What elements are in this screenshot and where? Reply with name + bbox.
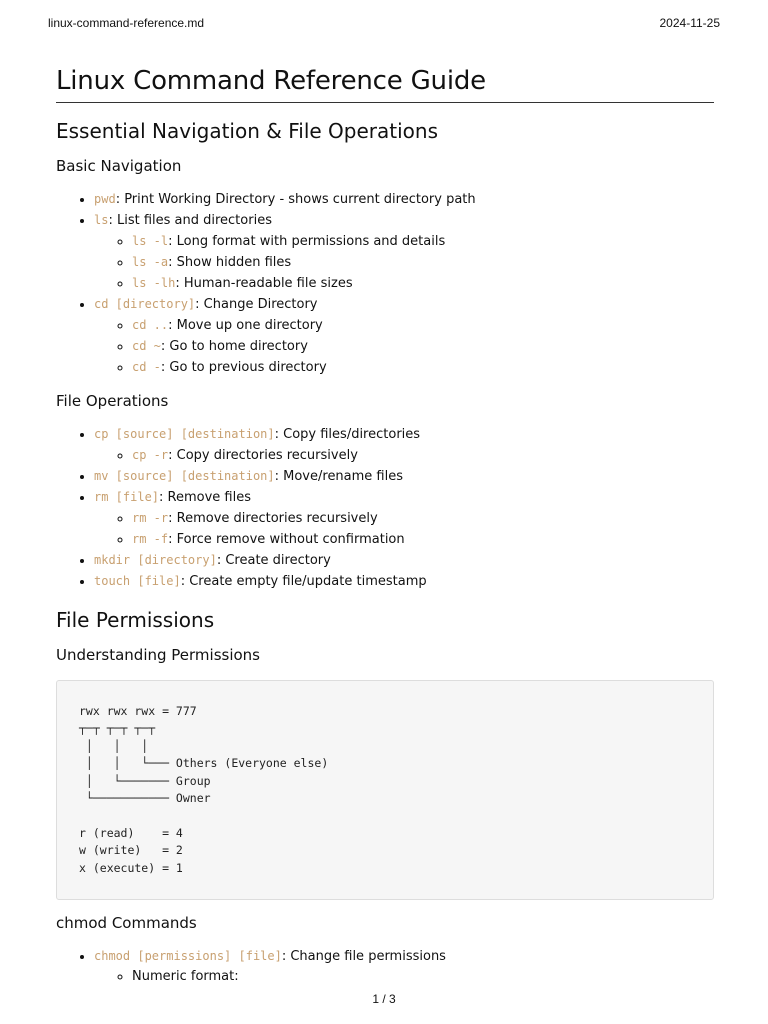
section-heading-navigation: Essential Navigation & File Operations <box>56 119 438 143</box>
inline-code: mkdir [directory] <box>94 553 217 567</box>
list-item-text: : Copy files/directories <box>274 427 421 442</box>
list-item <box>94 466 714 487</box>
list-item <box>132 357 714 378</box>
list-item-text: : Move/rename files <box>274 469 404 484</box>
list-item-text: : Print Working Directory - shows current directory path <box>115 192 476 207</box>
inline-code: cd ~ <box>132 339 161 353</box>
inline-code: touch [file] <box>94 574 181 588</box>
inline-code: ls <box>94 213 109 227</box>
list-item-text: : Create empty file/update timestamp <box>180 574 427 589</box>
inline-code: rm -f <box>132 532 169 546</box>
list-item <box>132 273 714 294</box>
inline-code: chmod [permissions] [file] <box>94 949 282 964</box>
list-item <box>132 336 714 357</box>
inline-code: ls -l <box>132 234 169 248</box>
inline-code: pwd <box>94 192 116 206</box>
inline-code: cd [directory] <box>94 297 196 311</box>
list-item <box>132 315 714 336</box>
basic-navigation-list <box>56 189 714 378</box>
nested-list <box>94 508 714 550</box>
nested-list <box>94 315 714 378</box>
inline-code: cp -r <box>132 448 169 462</box>
list-item <box>94 189 714 210</box>
list-item-text: : Copy directories recursively <box>168 448 358 463</box>
chmod-list <box>56 946 714 987</box>
list-item-text: : Remove files <box>159 490 252 505</box>
header-date: 2024-11-25 <box>659 16 720 30</box>
list-item-text: : Remove directories recursively <box>168 511 378 526</box>
section-heading-file-permissions: File Permissions <box>56 608 215 632</box>
list-item-text: : Change Directory <box>195 297 318 312</box>
list-item <box>132 231 714 252</box>
list-item <box>94 571 714 592</box>
list-item <box>132 967 714 987</box>
list-item <box>94 550 714 571</box>
inline-code: cd - <box>132 360 161 374</box>
list-item <box>94 946 714 987</box>
subsection-heading-understanding-permissions: Understanding Permissions <box>56 646 261 664</box>
list-item <box>94 424 714 466</box>
list-item-text: : List files and directories <box>108 213 272 228</box>
list-item <box>94 210 714 294</box>
inline-code: cd .. <box>132 318 169 332</box>
list-item-text: : Force remove without confirmation <box>168 532 405 547</box>
list-item-text: : Long format with permissions and details <box>168 234 446 249</box>
inline-code: rm -r <box>132 511 169 525</box>
header-filename: linux-command-reference.md <box>48 16 205 30</box>
list-item-text: : Human-readable file sizes <box>175 276 353 291</box>
nested-list <box>94 231 714 294</box>
inline-code: rm [file] <box>94 490 160 504</box>
subsection-heading-basic-navigation: Basic Navigation <box>56 157 182 175</box>
inline-code: ls -lh <box>132 276 176 290</box>
document-body <box>56 66 714 987</box>
subsection-heading-file-operations: File Operations <box>56 392 169 410</box>
page-number: 1 / 3 <box>372 992 396 1006</box>
inline-code: cp [source] [destination] <box>94 427 275 441</box>
document-title: Linux Command Reference Guide <box>56 66 714 103</box>
list-item <box>132 252 714 273</box>
list-item-text: : Move up one directory <box>168 318 323 333</box>
nested-list <box>94 967 714 987</box>
inline-code: mv [source] [destination] <box>94 469 275 483</box>
list-item-text: : Show hidden files <box>168 255 292 270</box>
list-item-text: : Go to previous directory <box>160 360 327 375</box>
list-item <box>132 445 714 466</box>
list-item-text: : Change file permissions <box>281 949 446 965</box>
list-item <box>132 529 714 550</box>
file-operations-list <box>56 424 714 592</box>
list-item-text: Numeric format: <box>132 969 239 985</box>
list-item <box>132 508 714 529</box>
nested-list <box>94 445 714 466</box>
subsection-heading-chmod: chmod Commands <box>56 914 197 933</box>
list-item-text: : Create directory <box>216 553 331 568</box>
list-item-text: : Go to home directory <box>160 339 308 354</box>
permissions-code-block: rwx rwx rwx = 777 ┬─┬ ┬─┬ ┬─┬ │ │ │ │ │ └─── Others (Everyone else) │ └─────── Group └─────────── Owner r (read) = 4 w (write) = 2 x (execute) = 1 <box>56 680 714 900</box>
list-item <box>94 487 714 550</box>
list-item <box>94 294 714 378</box>
inline-code: ls -a <box>132 255 169 269</box>
